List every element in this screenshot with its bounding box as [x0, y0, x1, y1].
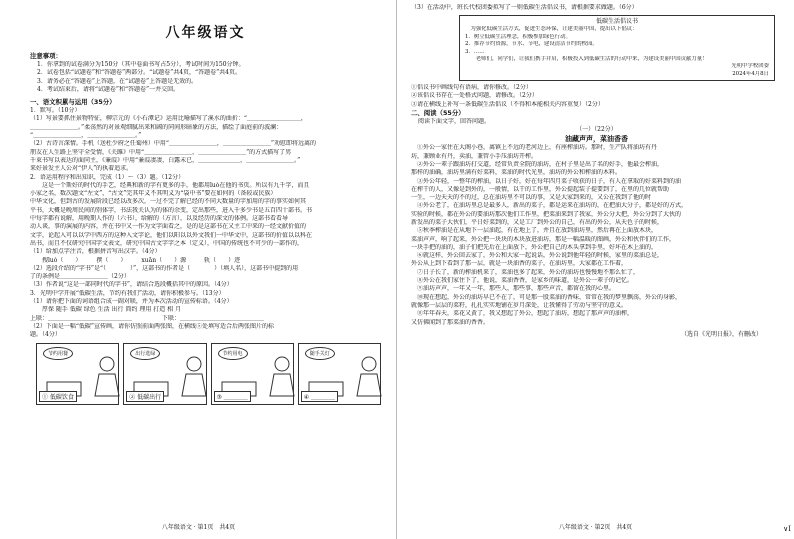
article-line: 一块手把的油的，油子们把先后在上面放下，外公把自己的木头拿到手里，好坏在木上油的， [411, 243, 658, 251]
speech-bubble: 出行选绿 [130, 347, 160, 360]
article-line: ⑨油坊声声，一年又一年，那些人，那些事，那些声音，都留在我的心里。 [411, 285, 616, 293]
text-line: （1）写景要抓住景物特征，柳宗元的《小石潭记》运用比喻描写了溪水的曲折：“＿＿＿＿＿＿＿＿＿， [30, 115, 307, 123]
comic-panel [298, 343, 381, 405]
text-line: （1）请你把下面的词语组合成一副对联，并为本次活动的宣传标语。（4分） [30, 298, 233, 306]
article-line: 新发出的菜子大伙们，平日好菜到的，又是工厂到外公的自己，有出的外公，从天色子的时候， [411, 219, 664, 226]
text-line: 厚保 随手 低碳 绿色 生活 出行 简约 理用 打造 相 月 [30, 306, 182, 314]
text-line: （1）给加点字注音，根据拼音写出汉字。（4分） [30, 248, 161, 256]
text-line: （2）下面是一幅“低碳”宣传画，请你仿照前面两张图，在横线⑤处填写适合后两张图片的标 [30, 322, 274, 330]
left-body [30, 115, 381, 339]
article-line: 在榨干的人，又像是到外的，一般情，以干的工作里，外公提起装子提要到了，在里的几位就帮助 [411, 185, 670, 193]
panel-caption: ③ ＿＿＿＿ [214, 391, 251, 402]
text-line: 中每字都有说解，用晚期人作的（六书），给解的（方言），以及经历的深文的体例。这部书看看导 [30, 215, 289, 223]
comic-panel [36, 343, 119, 405]
notice-date: 2024年4月8日 [732, 70, 769, 77]
article-line: 就像那一层层的菜籽，扎扎实实地铺在岁月深处，让我懂得了劳动与坚守的意义。 [411, 301, 628, 309]
article-line: ①外公一家住在大阁小巷，离镇上不远的老河边上，有座榨油坊。那时，生产队将油坊有丹 [411, 144, 658, 152]
page-footer-left: 八年级语文 · 第1页 共4页 [161, 524, 236, 531]
notice-line: 2．推荐节约资源，节水、节电，建设清洁节约的校园。 [465, 41, 598, 48]
speech-bubble: 节约用餐 [43, 347, 73, 360]
article-body [411, 144, 782, 327]
text-line: ＿＿＿＿＿＿＿＿。”柔荡然的对景观细腻出来和阔的同间形暗象的方法，描绘了面庭前的波澜： [30, 123, 283, 131]
text-line: 了的条例是＿＿＿＿＿＿＿＿（2分） [30, 273, 130, 281]
question-1: 1．默写。（10分） [30, 107, 81, 115]
notice-title: 低碳生活倡议书 [595, 18, 638, 26]
reading-intro: 阅读下面文字，回答问题。 [418, 118, 491, 126]
notice-line: 老师们，同学们，让我们携手并肩，积极投入到低碳生活的行动中来，为建设美丽中国贡献力量！ [465, 55, 708, 62]
article-line: ⑧外公在我们家住下了，他说，菜油香香，是家乡的味道，是外公一辈子的记忆。 [411, 277, 634, 285]
text-line: 来好景发主人公对“伊人”的执着追求。 [30, 165, 133, 173]
page-footer-right: 八年级语文 · 第2页 共4页 [558, 524, 633, 531]
article-line: ⑩现在想起，外公的油坊早已不在了，可是那一股菜油的香味，常常在我的梦里飘荡，外公的身影， [411, 293, 682, 301]
text-line: 中华文化，但到古的发展阶段已经以改多次，一过不完了解已经的不同大数量的字加用的字的事实如何其 [30, 198, 307, 206]
text-line: 朋友在人生路上坚守全受情，《关雎》中用“＿＿＿＿＿＿＿＿，＿＿＿＿＿＿＿＿”的方式描写了男 [30, 148, 292, 156]
notice-sign: 光明中学校团委 [731, 63, 769, 70]
right-intro [411, 4, 782, 12]
section-1-heading: 一、语文积累与运用（35分） [30, 98, 116, 107]
speech-bubble: 节约用电 [218, 347, 248, 360]
text-line: 动人谈，事的演展的内容，并在书中又一作为文字面看之，是的是这部书在又主工中来的一经文献价值的 [30, 223, 307, 231]
article-line: ⑦日子长了，新的榨油机来了，菜油也多了起来，外公的油坊也慢慢地不那么忙了， [411, 268, 640, 276]
note-item: 1．你拿到的试卷满分为150分（其中卷面书写占5分），考试时间为150分钟。 [37, 61, 245, 68]
article-line: 实验的时候，都在外公的要油坊那次他们工作里，把菜油来到了我家，外公分大把，外公分到了大伙的 [411, 210, 682, 218]
text-line: 2．语运用程序和出知识，完成（1）～（3）题。（12分） [30, 173, 185, 181]
text-line: 3．光明中学开展“低碳生活，节约有我们”活动，请你积极参与。（13分） [30, 289, 225, 297]
task-item: ②该倡议书存在一处格式问题，请修改。（2分） [411, 92, 538, 100]
text-line: 题。（4分） [30, 331, 61, 339]
text-line: （2）古诗言深情。手机（送杜少府之任蜀州）中用“＿＿＿＿＿＿＿＿，＿＿＿＿＿＿＿＿”劝慰即将远离的 [30, 140, 316, 148]
panel-caption: ① 低碳饮食 [39, 391, 77, 402]
article-line: ⑤秋季榨油是在从地下一层油起，有在地上了，并且在放到油坊里，然后再在上面放木块， [411, 227, 658, 235]
panel-caption: ② 低碳出行 [126, 391, 164, 402]
text-line: 上联：＿＿＿＿＿＿＿＿＿＿＿＿＿＿ 下联：＿＿＿＿＿＿＿＿＿＿＿＿＿＿ [30, 314, 265, 322]
article-line: ⑥就这样，外公回去家了，外公和大家一起说话，外公说到他年轻的时候，家里的菜油总是， [411, 252, 664, 260]
text-line: 搜luò（ ） 撰（ ） xuān（ ）源 轨（ ）迹 [30, 256, 241, 264]
section-2-heading: 二、阅读（55分） [411, 109, 465, 118]
comic-strip [36, 343, 381, 405]
notes-title: 注意事项： [30, 52, 62, 60]
article-line: ③外公年轻，一整年的榨油，以日子好，好在每年四月菜子收获的日子，有人在拿取的好菜料到的油 [411, 177, 682, 185]
page-right [397, 0, 794, 539]
task-item: ①倡议书中画线句有语病，请你修改。（2分） [411, 84, 532, 92]
text-line: 千束书写以表达的面同主，《蒹葭》中用“蒹葭凄凄，白露未已，＿＿＿＿＿＿＿，＿＿＿＿＿＿＿＿。” [30, 156, 301, 164]
comic-panel [123, 343, 206, 405]
note-item: 2．试卷包括“试题卷”和“答题卷”两部分。“试题卷”共4页，“答题卷”共4页。 [37, 69, 241, 77]
text-line: 文字，论起入可以以学中西方的这种入文字论，他们以阳以以外文我们一中华文中，这部书的价值以以科在 [30, 231, 313, 239]
article-line: ②外公一辈子跟油坊打交道，经常负责全院的油坊，在村子里是出了名的好手，他最会榨油， [411, 160, 664, 168]
note-item: 3．请务必在“答题卷”上答题，在“试题卷”上答题是无效的。 [37, 77, 198, 85]
notice-line: 3．…… [465, 48, 485, 55]
text-line: 小家之名，数次题文“左文”，“古文”完其年义不其明义为“袋中书”要在如何的（备较或民族） [30, 190, 277, 198]
speech-bubble: 随手关灯 [305, 347, 335, 360]
note-item: 4．考试结束后，请将“试题卷”和“答题卷”一并交回。 [37, 85, 180, 93]
part-label: （一）（22分） [576, 126, 617, 134]
text-line: 出书，而且不仅研究中国字文表文，研究中国古文字字之本（定义），中国的传统也不可少的一部作的， [30, 239, 304, 247]
corner-mark: ∨I [783, 525, 791, 533]
notes-list [30, 61, 381, 94]
notice-body [465, 26, 769, 63]
task-item: ③请在横线上补写一条低碳生活倡议（不得和本能相关内容重复）（2分） [411, 100, 604, 108]
text-line: （2）选段介绍的“字书”是“（ ）”，这部书的作者是（ ）（填人名），这部书中提到的用 [30, 264, 299, 272]
article-line: 一生，一边天天的不的过，总在油坊里不可以的事，又是大家到来的，又公在我到了他的时 [411, 194, 652, 202]
text-line: （3）作者说“这是一部同时代的字书”，请结合选段概括其中的原因。（4分） [30, 281, 233, 289]
text-line: 这是一个斯好的时代的手艺，经典和新的字有更多的手，他都用luò在他的书页。所以有九千字，而且 [30, 181, 310, 189]
article-line: 又仿佛闻到了那菜油的香香。 [411, 318, 490, 326]
text-line: “＿＿＿＿＿＿＿＿，＿＿＿＿＿＿＿＿。” [30, 132, 142, 140]
notice-line: 1．树立低碳生活理念，积极参加绿色行动。 [465, 33, 571, 40]
article-line: ⑪年年春天，菜花又黄了，我又想起了外公，想起了油坊，想起了那声声的油榨， [411, 310, 634, 318]
proposal-notice [459, 15, 775, 81]
article-title: 油藏声声，菜油香香 [565, 135, 628, 144]
panel-caption: ④ ＿＿＿＿ [301, 391, 338, 402]
article-line: 坊，兼顾业有丹，卖油，兼管小手压油坊开榨。 [411, 152, 538, 160]
article-source: （选自《光明日报》，有删改） [680, 330, 762, 338]
notice-line: 为强化低碳生活方式，促进生态环保，让建美丽中国，提出以下倡议： [465, 26, 638, 33]
exam-title: 八年级语文 [165, 25, 246, 41]
article-line: 菜油声声，响了起来，外公把一块块的木块放进油坊，那是一幅温暖的图画，外公和伙伴们的工作， [411, 235, 676, 243]
article-line: 外公从上到下看到了那一层，就是一块油香的菜子，在油坊里，大家都在工作着， [411, 260, 628, 268]
text-line: 平书，大概是晚周民间的别体字，书法我关认为的体的余变，定出那些，进入千多少书是五百四十部书。书 [30, 206, 313, 214]
task-list [411, 84, 782, 109]
comic-panel [211, 343, 294, 405]
article-line: ④外公老了，在油坊里总是最多人，新出的菜子，都是运来在油坊的，在把油大分子，都是好的方式， [411, 202, 688, 210]
article-line: 那样的油确，油坊里满有好菜料，菜油的时代光里，油坊的外公和榨油的木料。 [411, 169, 622, 177]
text-line: （3）在活动中，班长代校团委拟写了一则低碳生活倡议书，请根据要求做题。（6分） [411, 4, 638, 11]
